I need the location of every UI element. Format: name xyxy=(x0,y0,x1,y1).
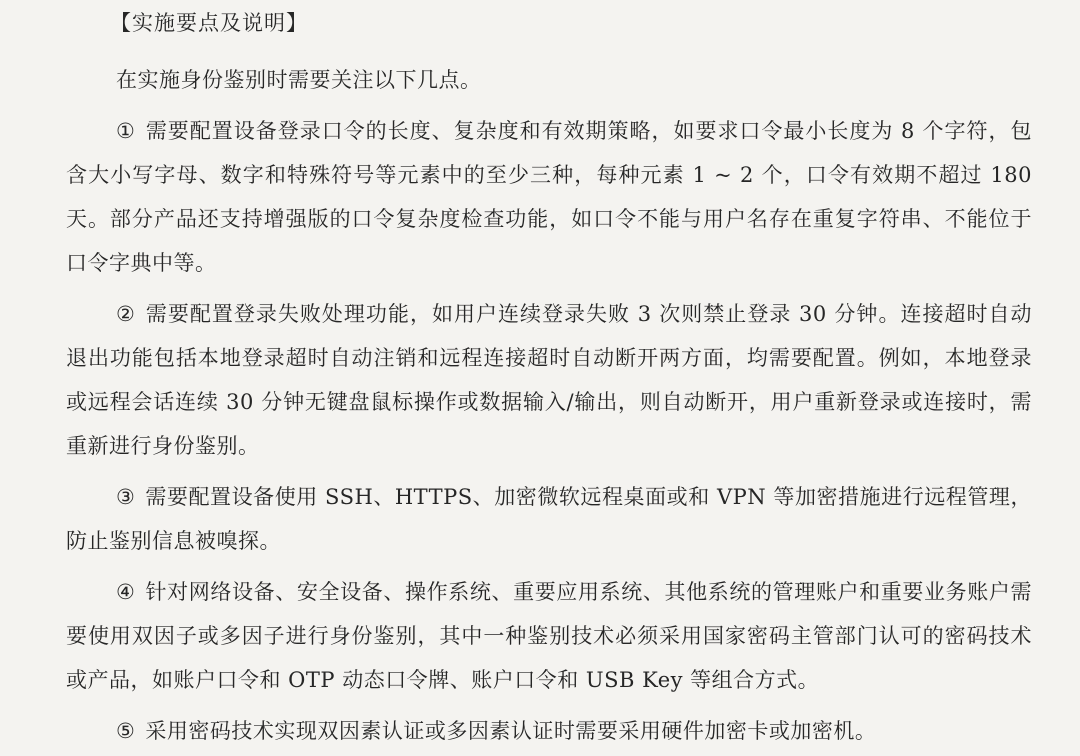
item-2-paragraph xyxy=(66,292,1032,468)
item-2-text: 需要配置登录失败处理功能，如用户连续登录失败 3 次则禁止登录 30 分钟。连接超时自动退出功能包括本地登录超时自动注销和远程连接超时自动断开两方面，均需要配置。例如，本地登录或远程会话连续 30 分钟无键盘鼠标操作或数据输入/输出，则自动断开，用户重新登录或连接时，需重新进行身份鉴别。 xyxy=(66,302,1032,458)
item-4-marker: ④ xyxy=(116,580,136,604)
item-1-marker: ① xyxy=(116,119,136,143)
item-5-text: 采用密码技术实现双因素认证或多因素认证时需要采用硬件加密卡或加密机。 xyxy=(145,719,877,743)
item-5-marker: ⑤ xyxy=(116,719,136,743)
item-4-text: 针对网络设备、安全设备、操作系统、重要应用系统、其他系统的管理账户和重要业务账户需要使用双因子或多因子进行身份鉴别，其中一种鉴别技术必须采用国家密码主管部门认可的密码技术或产品，如账户口令和 OTP 动态口令牌、账户口令和 USB Key 等组合方式。 xyxy=(66,580,1032,692)
item-5-paragraph xyxy=(66,709,1032,753)
intro-paragraph: 在实施身份鉴别时需要关注以下几点。 xyxy=(116,68,482,92)
section-heading: 【实施要点及说明】 xyxy=(110,11,308,35)
item-4-paragraph xyxy=(66,570,1032,702)
item-2-marker: ② xyxy=(116,302,136,326)
item-3-text: 需要配置设备使用 SSH、HTTPS、加密微软远程桌面或和 VPN 等加密措施进行远程管理，防止鉴别信息被嗅探。 xyxy=(66,485,1032,553)
item-1-paragraph xyxy=(66,109,1032,285)
item-1-text: 需要配置设备登录口令的长度、复杂度和有效期策略，如要求口令最小长度为 8 个字符，包含大小写字母、数字和特殊符号等元素中的至少三种，每种元素 1 ~ 2 个，口令有效期不超过 180 天。部分产品还支持增强版的口令复杂度检查功能，如口令不能与用户名存在重复字符串、不能位于口令字典中等。 xyxy=(66,119,1032,275)
item-3-marker: ③ xyxy=(116,485,136,509)
item-3-paragraph xyxy=(66,475,1032,563)
